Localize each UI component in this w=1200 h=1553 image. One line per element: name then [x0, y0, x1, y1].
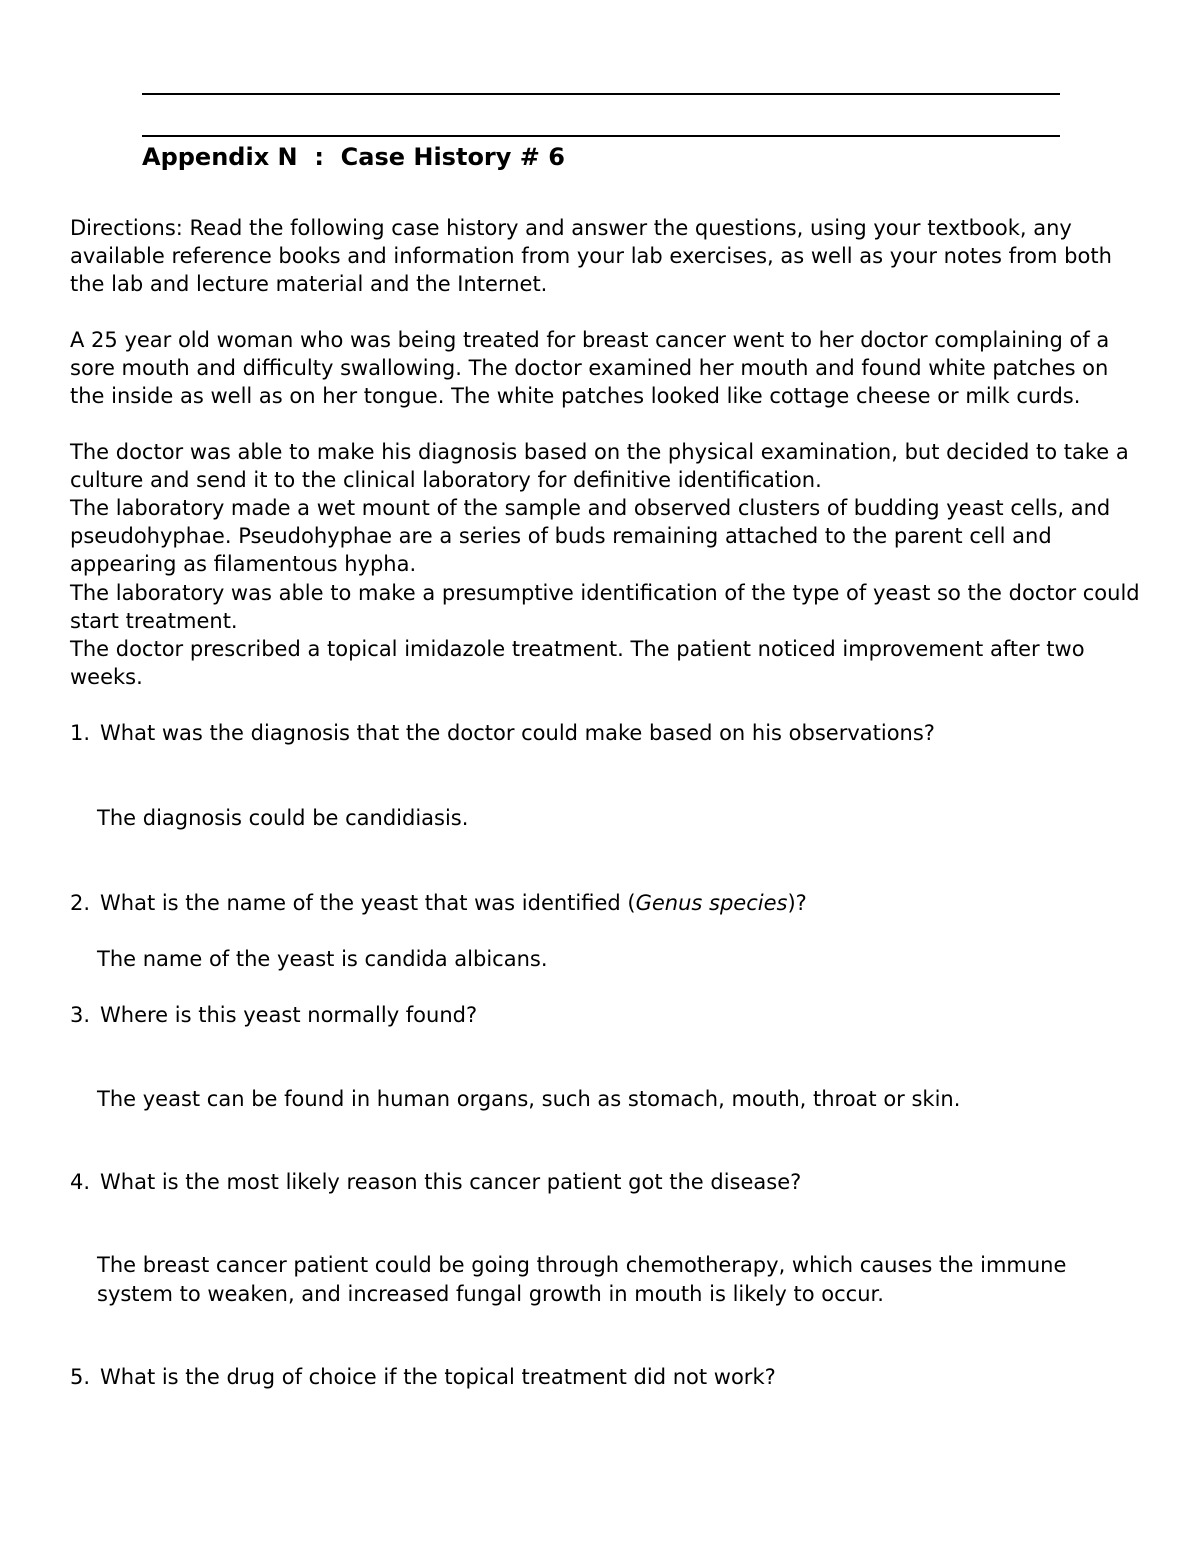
question-text-end: )? [787, 891, 807, 915]
case-paragraph: The doctor prescribed a topical imidazole treatment. The patient noticed improvement after two weeks. [70, 637, 1085, 690]
question-1 [70, 719, 1140, 747]
case-paragraph: A 25 year old woman who was being treated for breast cancer went to her doctor complaining of a sore mouth and difficulty swallowing. The doctor examined her mouth and found white patches on the inside as well as on her tongue. The white patches looked like cottage cheese or milk curds. [70, 328, 1110, 409]
question-5 [70, 1363, 1140, 1391]
question-number: 2. [70, 891, 91, 915]
header-rule-bottom [142, 135, 1060, 137]
answer-3: The yeast can be found in human organs, such as stomach, mouth, throat or skin. [97, 1087, 961, 1111]
page-title: Appendix N : Case History # 6 [142, 143, 565, 171]
answer-2: The name of the yeast is candida albicans. [97, 947, 548, 971]
directions-paragraph: Directions: Read the following case history and answer the questions, using your textbook, any available reference books and information from your lab exercises, as well as your notes from both the lab and lecture material and the Internet. [70, 216, 1112, 297]
header-rule-top [142, 93, 1060, 95]
question-3 [70, 1001, 1140, 1029]
question-text: Where is this yeast normally found? [100, 1003, 478, 1027]
case-paragraph: The laboratory was able to make a presumptive identification of the type of yeast so the doctor could start treatment. [70, 581, 1140, 634]
question-number: 3. [70, 1003, 91, 1027]
question-text: What was the diagnosis that the doctor could make based on his observations? [100, 721, 935, 745]
answer-1: The diagnosis could be candidiasis. [97, 806, 469, 830]
question-4 [70, 1168, 1140, 1196]
case-paragraph: The laboratory made a wet mount of the sample and observed clusters of budding yeast cells, and pseudohyphae. Pseudohyphae are a series of buds remaining attached to the parent cell and appearing as filamentous hypha. [70, 496, 1111, 577]
question-text: What is the drug of choice if the topical treatment did not work? [100, 1365, 776, 1389]
question-text-italic: Genus species [635, 891, 788, 915]
case-paragraph: The doctor was able to make his diagnosis based on the physical examination, but decided to take a culture and send it to the clinical laboratory for definitive identification. [70, 440, 1129, 493]
question-number: 5. [70, 1365, 91, 1389]
question-number: 1. [70, 721, 91, 745]
question-2 [70, 889, 1140, 917]
question-text: What is the most likely reason this cancer patient got the disease? [100, 1170, 802, 1194]
question-number: 4. [70, 1170, 91, 1194]
answer-4: The breast cancer patient could be going through chemotherapy, which causes the immune system to weaken, and increased fungal growth in mouth is likely to occur. [97, 1253, 1067, 1306]
question-text: What is the name of the yeast that was identified ( [100, 891, 636, 915]
